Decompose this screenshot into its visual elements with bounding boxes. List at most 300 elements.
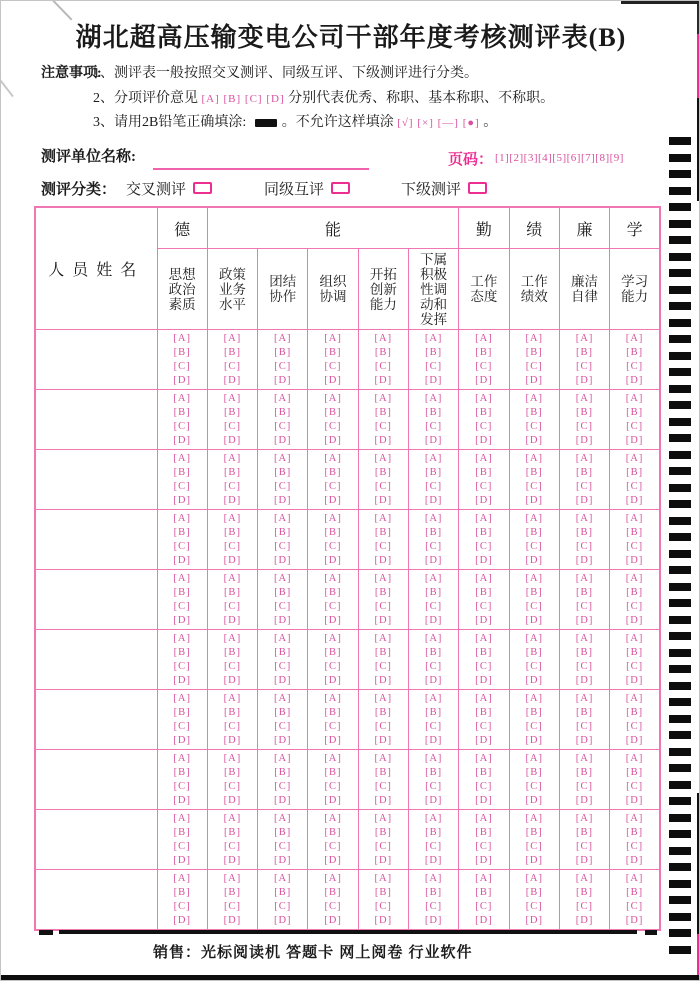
option-bubble-a[interactable]: [A]: [273, 572, 292, 584]
option-bubble-c[interactable]: [C]: [576, 480, 594, 492]
option-bubble-a[interactable]: [A]: [424, 392, 443, 404]
option-bubble-b[interactable]: [B]: [223, 826, 241, 838]
option-bubble-a[interactable]: [A]: [223, 692, 242, 704]
option-bubble-a[interactable]: [A]: [625, 572, 644, 584]
option-bubble-d[interactable]: [D]: [525, 914, 544, 926]
option-bubble-b[interactable]: [B]: [525, 646, 543, 658]
option-bubble-b[interactable]: [B]: [425, 526, 443, 538]
option-bubble-d[interactable]: [D]: [525, 554, 544, 566]
option-bubble-c[interactable]: [C]: [576, 780, 594, 792]
option-bubble-b[interactable]: [B]: [173, 886, 191, 898]
option-bubble-b[interactable]: [B]: [173, 766, 191, 778]
option-bubble-a[interactable]: [A]: [324, 332, 342, 344]
option-bubble-d[interactable]: [D]: [374, 854, 393, 866]
option-bubble-b[interactable]: [B]: [626, 466, 644, 478]
option-bubble-b[interactable]: [B]: [374, 706, 392, 718]
option-bubble-b[interactable]: [B]: [626, 586, 644, 598]
name-cell[interactable]: [35, 390, 157, 450]
option-bubble-a[interactable]: [A]: [223, 752, 242, 764]
option-bubble-a[interactable]: [A]: [324, 512, 342, 524]
option-bubble-b[interactable]: [B]: [425, 406, 443, 418]
option-bubble-d[interactable]: [D]: [424, 914, 443, 926]
option-bubble-a[interactable]: [A]: [223, 512, 242, 524]
option-bubble-b[interactable]: [B]: [173, 586, 191, 598]
option-bubble-b[interactable]: [B]: [274, 886, 292, 898]
option-bubble-a[interactable]: [A]: [575, 452, 594, 464]
option-bubble-c[interactable]: [C]: [223, 900, 241, 912]
option-bubble-c[interactable]: [C]: [374, 900, 392, 912]
option-bubble-b[interactable]: [B]: [223, 586, 241, 598]
option-bubble-b[interactable]: [B]: [324, 646, 342, 658]
option-bubble-d[interactable]: [D]: [575, 794, 594, 806]
option-bubble-c[interactable]: [C]: [374, 360, 392, 372]
option-bubble-d[interactable]: [D]: [223, 794, 242, 806]
option-bubble-c[interactable]: [C]: [173, 780, 191, 792]
option-bubble-a[interactable]: [A]: [575, 752, 594, 764]
option-bubble-d[interactable]: [D]: [424, 674, 443, 686]
option-bubble-a[interactable]: [A]: [575, 572, 594, 584]
option-bubble-d[interactable]: [D]: [324, 914, 342, 926]
option-bubble-c[interactable]: [C]: [324, 840, 342, 852]
name-cell[interactable]: [35, 330, 157, 390]
option-bubble-d[interactable]: [D]: [575, 674, 594, 686]
option-bubble-b[interactable]: [B]: [274, 466, 292, 478]
name-cell[interactable]: [35, 690, 157, 750]
option-bubble-b[interactable]: [B]: [626, 346, 644, 358]
option-bubble-c[interactable]: [C]: [374, 840, 392, 852]
option-bubble-c[interactable]: [C]: [525, 720, 543, 732]
option-bubble-b[interactable]: [B]: [475, 466, 493, 478]
option-bubble-c[interactable]: [C]: [425, 360, 443, 372]
category-checkbox[interactable]: [331, 182, 350, 194]
option-bubble-a[interactable]: [A]: [273, 812, 292, 824]
option-bubble-d[interactable]: [D]: [223, 554, 242, 566]
option-bubble-b[interactable]: [B]: [173, 706, 191, 718]
option-bubble-d[interactable]: [D]: [173, 914, 191, 926]
option-bubble-a[interactable]: [A]: [374, 872, 393, 884]
option-bubble-a[interactable]: [A]: [374, 752, 393, 764]
option-bubble-a[interactable]: [A]: [173, 572, 191, 584]
option-bubble-d[interactable]: [D]: [223, 374, 242, 386]
option-bubble-c[interactable]: [C]: [374, 720, 392, 732]
option-bubble-d[interactable]: [D]: [273, 734, 292, 746]
option-bubble-b[interactable]: [B]: [475, 886, 493, 898]
option-bubble-a[interactable]: [A]: [173, 392, 191, 404]
option-bubble-c[interactable]: [C]: [374, 420, 392, 432]
option-bubble-d[interactable]: [D]: [273, 494, 292, 506]
option-bubble-c[interactable]: [C]: [274, 720, 292, 732]
option-bubble-d[interactable]: [D]: [374, 434, 393, 446]
option-bubble-b[interactable]: [B]: [274, 766, 292, 778]
option-bubble-d[interactable]: [D]: [625, 854, 644, 866]
option-bubble-c[interactable]: [C]: [626, 420, 644, 432]
option-bubble-c[interactable]: [C]: [173, 720, 191, 732]
name-cell[interactable]: [35, 510, 157, 570]
option-bubble-c[interactable]: [C]: [525, 900, 543, 912]
option-bubble-d[interactable]: [D]: [424, 494, 443, 506]
option-bubble-c[interactable]: [C]: [475, 360, 493, 372]
option-bubble-c[interactable]: [C]: [475, 420, 493, 432]
option-bubble-a[interactable]: [A]: [525, 512, 544, 524]
option-bubble-d[interactable]: [D]: [475, 914, 493, 926]
name-cell[interactable]: [35, 450, 157, 510]
option-bubble-c[interactable]: [C]: [576, 660, 594, 672]
option-bubble-a[interactable]: [A]: [424, 572, 443, 584]
option-bubble-b[interactable]: [B]: [475, 766, 493, 778]
option-bubble-a[interactable]: [A]: [575, 632, 594, 644]
option-bubble-b[interactable]: [B]: [626, 826, 644, 838]
option-bubble-c[interactable]: [C]: [274, 660, 292, 672]
option-bubble-c[interactable]: [C]: [223, 360, 241, 372]
option-bubble-c[interactable]: [C]: [274, 360, 292, 372]
option-bubble-c[interactable]: [C]: [576, 900, 594, 912]
option-bubble-b[interactable]: [B]: [576, 406, 594, 418]
option-bubble-d[interactable]: [D]: [475, 734, 493, 746]
option-bubble-b[interactable]: [B]: [374, 886, 392, 898]
option-bubble-d[interactable]: [D]: [525, 614, 544, 626]
option-bubble-b[interactable]: [B]: [324, 466, 342, 478]
option-bubble-b[interactable]: [B]: [475, 706, 493, 718]
option-bubble-b[interactable]: [B]: [525, 766, 543, 778]
option-bubble-a[interactable]: [A]: [475, 632, 493, 644]
option-bubble-c[interactable]: [C]: [626, 900, 644, 912]
option-bubble-c[interactable]: [C]: [223, 600, 241, 612]
option-bubble-d[interactable]: [D]: [424, 374, 443, 386]
option-bubble-a[interactable]: [A]: [625, 512, 644, 524]
option-bubble-a[interactable]: [A]: [475, 692, 493, 704]
option-bubble-c[interactable]: [C]: [223, 420, 241, 432]
option-bubble-a[interactable]: [A]: [475, 452, 493, 464]
option-bubble-c[interactable]: [C]: [425, 780, 443, 792]
option-bubble-a[interactable]: [A]: [223, 332, 242, 344]
option-bubble-c[interactable]: [C]: [274, 600, 292, 612]
option-bubble-d[interactable]: [D]: [173, 554, 191, 566]
option-bubble-d[interactable]: [D]: [374, 554, 393, 566]
name-cell[interactable]: [35, 570, 157, 630]
option-bubble-b[interactable]: [B]: [223, 466, 241, 478]
option-bubble-d[interactable]: [D]: [273, 554, 292, 566]
name-cell[interactable]: [35, 810, 157, 870]
option-bubble-b[interactable]: [B]: [374, 826, 392, 838]
option-bubble-b[interactable]: [B]: [274, 526, 292, 538]
option-bubble-a[interactable]: [A]: [424, 452, 443, 464]
option-bubble-d[interactable]: [D]: [324, 674, 342, 686]
option-bubble-a[interactable]: [A]: [424, 632, 443, 644]
option-bubble-d[interactable]: [D]: [424, 554, 443, 566]
option-bubble-c[interactable]: [C]: [374, 780, 392, 792]
option-bubble-a[interactable]: [A]: [374, 632, 393, 644]
option-bubble-a[interactable]: [A]: [273, 692, 292, 704]
option-bubble-d[interactable]: [D]: [475, 614, 493, 626]
option-bubble-d[interactable]: [D]: [324, 374, 342, 386]
option-bubble-b[interactable]: [B]: [475, 586, 493, 598]
option-bubble-b[interactable]: [B]: [324, 886, 342, 898]
option-bubble-a[interactable]: [A]: [273, 752, 292, 764]
option-bubble-d[interactable]: [D]: [273, 794, 292, 806]
option-bubble-a[interactable]: [A]: [324, 692, 342, 704]
option-bubble-d[interactable]: [D]: [223, 434, 242, 446]
option-bubble-a[interactable]: [A]: [173, 452, 191, 464]
option-bubble-d[interactable]: [D]: [525, 494, 544, 506]
option-bubble-a[interactable]: [A]: [273, 452, 292, 464]
option-bubble-c[interactable]: [C]: [626, 780, 644, 792]
option-bubble-a[interactable]: [A]: [223, 872, 242, 884]
option-bubble-c[interactable]: [C]: [223, 480, 241, 492]
option-bubble-a[interactable]: [A]: [475, 752, 493, 764]
option-bubble-d[interactable]: [D]: [173, 374, 191, 386]
option-bubble-a[interactable]: [A]: [374, 332, 393, 344]
option-bubble-c[interactable]: [C]: [525, 360, 543, 372]
option-bubble-c[interactable]: [C]: [274, 480, 292, 492]
option-bubble-c[interactable]: [C]: [173, 840, 191, 852]
option-bubble-c[interactable]: [C]: [324, 660, 342, 672]
option-bubble-a[interactable]: [A]: [273, 632, 292, 644]
option-bubble-a[interactable]: [A]: [173, 512, 191, 524]
option-bubble-c[interactable]: [C]: [374, 660, 392, 672]
option-bubble-d[interactable]: [D]: [475, 674, 493, 686]
option-bubble-c[interactable]: [C]: [626, 360, 644, 372]
option-bubble-b[interactable]: [B]: [324, 526, 342, 538]
option-bubble-d[interactable]: [D]: [625, 374, 644, 386]
option-bubble-c[interactable]: [C]: [626, 540, 644, 552]
option-bubble-c[interactable]: [C]: [425, 720, 443, 732]
option-bubble-d[interactable]: [D]: [223, 614, 242, 626]
option-bubble-a[interactable]: [A]: [173, 332, 191, 344]
option-bubble-b[interactable]: [B]: [425, 586, 443, 598]
option-bubble-d[interactable]: [D]: [475, 554, 493, 566]
option-bubble-c[interactable]: [C]: [626, 600, 644, 612]
option-bubble-d[interactable]: [D]: [324, 554, 342, 566]
option-bubble-a[interactable]: [A]: [374, 812, 393, 824]
option-bubble-b[interactable]: [B]: [626, 646, 644, 658]
option-bubble-d[interactable]: [D]: [575, 434, 594, 446]
option-bubble-a[interactable]: [A]: [324, 752, 342, 764]
option-bubble-c[interactable]: [C]: [576, 540, 594, 552]
option-bubble-a[interactable]: [A]: [424, 752, 443, 764]
option-bubble-d[interactable]: [D]: [525, 674, 544, 686]
option-bubble-b[interactable]: [B]: [374, 586, 392, 598]
option-bubble-d[interactable]: [D]: [575, 494, 594, 506]
name-cell[interactable]: [35, 870, 157, 931]
option-bubble-d[interactable]: [D]: [575, 734, 594, 746]
option-bubble-d[interactable]: [D]: [324, 734, 342, 746]
option-bubble-b[interactable]: [B]: [525, 526, 543, 538]
option-bubble-c[interactable]: [C]: [223, 660, 241, 672]
option-bubble-d[interactable]: [D]: [424, 614, 443, 626]
option-bubble-c[interactable]: [C]: [576, 600, 594, 612]
option-bubble-d[interactable]: [D]: [575, 374, 594, 386]
option-bubble-c[interactable]: [C]: [374, 600, 392, 612]
option-bubble-d[interactable]: [D]: [324, 434, 342, 446]
option-bubble-a[interactable]: [A]: [424, 872, 443, 884]
option-bubble-d[interactable]: [D]: [173, 854, 191, 866]
option-bubble-d[interactable]: [D]: [625, 734, 644, 746]
option-bubble-c[interactable]: [C]: [173, 420, 191, 432]
page-number-bubbles[interactable]: [1][2][3][4][5][6][7][8][9]: [495, 152, 624, 164]
option-bubble-d[interactable]: [D]: [273, 374, 292, 386]
option-bubble-d[interactable]: [D]: [223, 494, 242, 506]
option-bubble-a[interactable]: [A]: [273, 392, 292, 404]
option-bubble-a[interactable]: [A]: [625, 872, 644, 884]
option-bubble-a[interactable]: [A]: [374, 452, 393, 464]
option-bubble-c[interactable]: [C]: [324, 480, 342, 492]
option-bubble-b[interactable]: [B]: [374, 466, 392, 478]
option-bubble-d[interactable]: [D]: [424, 734, 443, 746]
option-bubble-c[interactable]: [C]: [425, 900, 443, 912]
option-bubble-b[interactable]: [B]: [525, 346, 543, 358]
option-bubble-c[interactable]: [C]: [475, 540, 493, 552]
option-bubble-c[interactable]: [C]: [173, 660, 191, 672]
option-bubble-b[interactable]: [B]: [374, 766, 392, 778]
option-bubble-b[interactable]: [B]: [173, 466, 191, 478]
option-bubble-d[interactable]: [D]: [173, 434, 191, 446]
option-bubble-d[interactable]: [D]: [575, 914, 594, 926]
option-bubble-b[interactable]: [B]: [525, 586, 543, 598]
option-bubble-b[interactable]: [B]: [576, 766, 594, 778]
option-bubble-c[interactable]: [C]: [274, 420, 292, 432]
option-bubble-a[interactable]: [A]: [324, 392, 342, 404]
option-bubble-c[interactable]: [C]: [576, 720, 594, 732]
option-bubble-a[interactable]: [A]: [575, 392, 594, 404]
option-bubble-b[interactable]: [B]: [223, 886, 241, 898]
option-bubble-a[interactable]: [A]: [173, 692, 191, 704]
option-bubble-d[interactable]: [D]: [575, 614, 594, 626]
option-bubble-a[interactable]: [A]: [525, 752, 544, 764]
option-bubble-a[interactable]: [A]: [173, 872, 191, 884]
option-bubble-a[interactable]: [A]: [374, 572, 393, 584]
option-bubble-a[interactable]: [A]: [374, 512, 393, 524]
option-bubble-c[interactable]: [C]: [525, 600, 543, 612]
option-bubble-c[interactable]: [C]: [324, 600, 342, 612]
option-bubble-c[interactable]: [C]: [274, 900, 292, 912]
option-bubble-c[interactable]: [C]: [324, 540, 342, 552]
option-bubble-b[interactable]: [B]: [475, 346, 493, 358]
option-bubble-b[interactable]: [B]: [475, 526, 493, 538]
option-bubble-d[interactable]: [D]: [575, 854, 594, 866]
option-bubble-d[interactable]: [D]: [475, 494, 493, 506]
option-bubble-c[interactable]: [C]: [475, 900, 493, 912]
option-bubble-b[interactable]: [B]: [525, 826, 543, 838]
option-bubble-b[interactable]: [B]: [173, 646, 191, 658]
option-bubble-d[interactable]: [D]: [625, 914, 644, 926]
option-bubble-c[interactable]: [C]: [223, 780, 241, 792]
option-bubble-a[interactable]: [A]: [223, 392, 242, 404]
option-bubble-c[interactable]: [C]: [576, 420, 594, 432]
option-bubble-a[interactable]: [A]: [625, 632, 644, 644]
option-bubble-a[interactable]: [A]: [475, 512, 493, 524]
option-bubble-d[interactable]: [D]: [525, 734, 544, 746]
option-bubble-d[interactable]: [D]: [374, 794, 393, 806]
option-bubble-d[interactable]: [D]: [223, 914, 242, 926]
option-bubble-c[interactable]: [C]: [425, 840, 443, 852]
option-bubble-c[interactable]: [C]: [576, 840, 594, 852]
category-checkbox[interactable]: [468, 182, 487, 194]
option-bubble-c[interactable]: [C]: [173, 600, 191, 612]
option-bubble-c[interactable]: [C]: [425, 480, 443, 492]
option-bubble-b[interactable]: [B]: [324, 766, 342, 778]
option-bubble-c[interactable]: [C]: [425, 540, 443, 552]
option-bubble-d[interactable]: [D]: [424, 854, 443, 866]
option-bubble-c[interactable]: [C]: [374, 540, 392, 552]
option-bubble-c[interactable]: [C]: [324, 420, 342, 432]
option-bubble-d[interactable]: [D]: [374, 614, 393, 626]
option-bubble-b[interactable]: [B]: [274, 406, 292, 418]
option-bubble-c[interactable]: [C]: [173, 900, 191, 912]
category-checkbox[interactable]: [193, 182, 212, 194]
option-bubble-c[interactable]: [C]: [173, 540, 191, 552]
option-bubble-a[interactable]: [A]: [625, 332, 644, 344]
option-bubble-b[interactable]: [B]: [475, 406, 493, 418]
option-bubble-a[interactable]: [A]: [625, 452, 644, 464]
option-bubble-b[interactable]: [B]: [425, 766, 443, 778]
option-bubble-a[interactable]: [A]: [575, 692, 594, 704]
option-bubble-d[interactable]: [D]: [475, 854, 493, 866]
option-bubble-b[interactable]: [B]: [374, 346, 392, 358]
option-bubble-a[interactable]: [A]: [475, 872, 493, 884]
option-bubble-d[interactable]: [D]: [273, 434, 292, 446]
option-bubble-b[interactable]: [B]: [576, 886, 594, 898]
option-bubble-b[interactable]: [B]: [425, 346, 443, 358]
option-bubble-d[interactable]: [D]: [625, 674, 644, 686]
option-bubble-d[interactable]: [D]: [324, 854, 342, 866]
option-bubble-c[interactable]: [C]: [475, 780, 493, 792]
option-bubble-d[interactable]: [D]: [475, 794, 493, 806]
option-bubble-b[interactable]: [B]: [374, 646, 392, 658]
option-bubble-d[interactable]: [D]: [575, 554, 594, 566]
option-bubble-c[interactable]: [C]: [475, 600, 493, 612]
option-bubble-c[interactable]: [C]: [173, 480, 191, 492]
option-bubble-b[interactable]: [B]: [173, 346, 191, 358]
option-bubble-c[interactable]: [C]: [525, 540, 543, 552]
option-bubble-b[interactable]: [B]: [374, 406, 392, 418]
option-bubble-b[interactable]: [B]: [525, 706, 543, 718]
option-bubble-d[interactable]: [D]: [173, 674, 191, 686]
option-bubble-a[interactable]: [A]: [324, 452, 342, 464]
option-bubble-a[interactable]: [A]: [273, 332, 292, 344]
option-bubble-a[interactable]: [A]: [324, 872, 342, 884]
option-bubble-d[interactable]: [D]: [525, 794, 544, 806]
option-bubble-a[interactable]: [A]: [173, 812, 191, 824]
option-bubble-d[interactable]: [D]: [424, 434, 443, 446]
option-bubble-c[interactable]: [C]: [525, 660, 543, 672]
option-bubble-a[interactable]: [A]: [475, 572, 493, 584]
option-bubble-a[interactable]: [A]: [475, 812, 493, 824]
option-bubble-c[interactable]: [C]: [324, 360, 342, 372]
option-bubble-a[interactable]: [A]: [525, 692, 544, 704]
option-bubble-b[interactable]: [B]: [425, 706, 443, 718]
option-bubble-b[interactable]: [B]: [525, 466, 543, 478]
option-bubble-c[interactable]: [C]: [324, 780, 342, 792]
option-bubble-d[interactable]: [D]: [173, 734, 191, 746]
option-bubble-c[interactable]: [C]: [425, 600, 443, 612]
option-bubble-b[interactable]: [B]: [324, 826, 342, 838]
option-bubble-b[interactable]: [B]: [274, 646, 292, 658]
option-bubble-c[interactable]: [C]: [274, 780, 292, 792]
option-bubble-d[interactable]: [D]: [324, 494, 342, 506]
option-bubble-c[interactable]: [C]: [475, 720, 493, 732]
option-bubble-b[interactable]: [B]: [576, 826, 594, 838]
name-cell[interactable]: [35, 630, 157, 690]
option-bubble-c[interactable]: [C]: [626, 480, 644, 492]
option-bubble-b[interactable]: [B]: [173, 526, 191, 538]
option-bubble-d[interactable]: [D]: [625, 494, 644, 506]
option-bubble-b[interactable]: [B]: [324, 346, 342, 358]
option-bubble-a[interactable]: [A]: [525, 392, 544, 404]
option-bubble-c[interactable]: [C]: [626, 660, 644, 672]
option-bubble-b[interactable]: [B]: [223, 346, 241, 358]
option-bubble-a[interactable]: [A]: [575, 872, 594, 884]
option-bubble-a[interactable]: [A]: [424, 512, 443, 524]
